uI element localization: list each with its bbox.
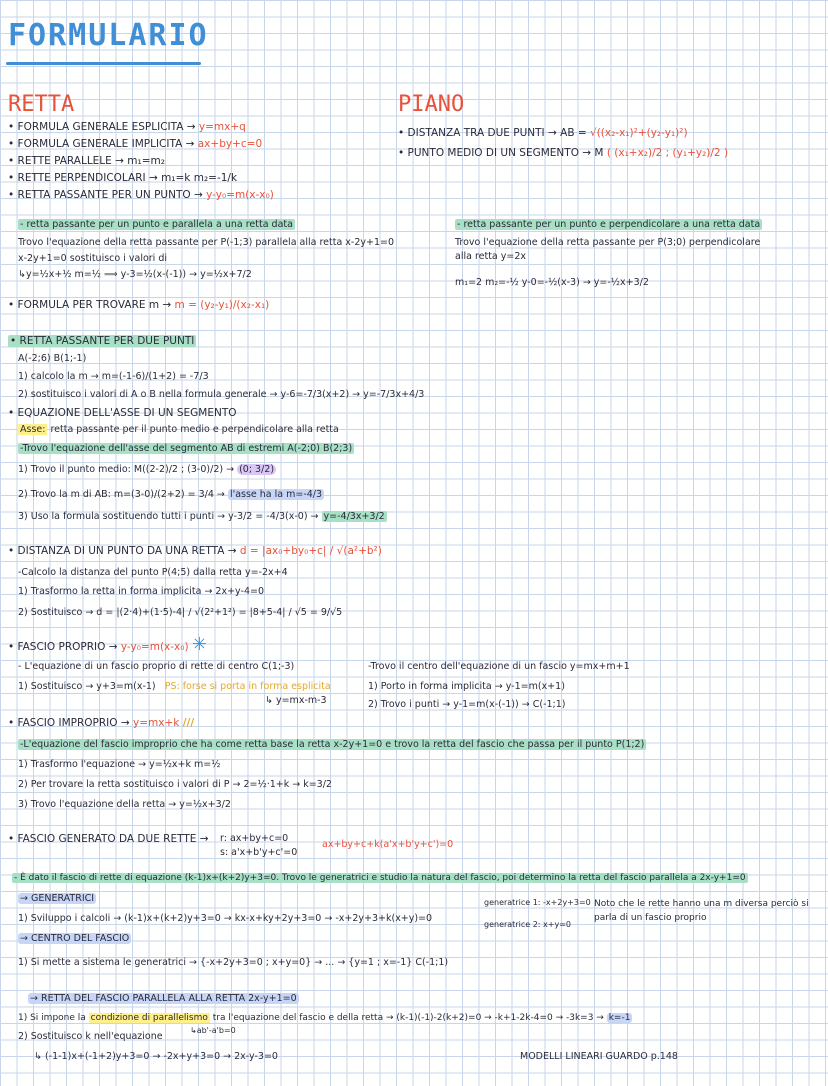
fascio-generato-heading: • FASCIO GENERATO DA DUE RETTE → bbox=[8, 833, 209, 845]
asse-definition: Asse: retta passante per il punto medio e perpendicolare alla retta bbox=[20, 424, 339, 435]
fascio-proprio-example-2: -Trovo il centro dell'equazione di un fascio y=mx+m+1 bbox=[368, 661, 630, 672]
retta-example-title: - retta passante per un punto e parallela a una retta data bbox=[20, 219, 293, 230]
asse-step-2: 2) Trovo la m di AB: m=(3-0)/(2+2) = 3/4 → l'asse ha la m=-4/3 bbox=[18, 489, 323, 500]
piano-line-1: • DISTANZA TRA DUE PUNTI → AB = √((x₂-x₁)²+(y₂-y₁)²) bbox=[398, 127, 688, 139]
retta-line-6: • FORMULA PER TROVARE m → m = (y₂-y₁)/(x₂-x₁) bbox=[8, 299, 270, 311]
asse-step-3: 3) Uso la formula sostituendo tutti i punti → y-3/2 = -4/3(x-0) → y=-4/3x+3/2 bbox=[18, 511, 385, 522]
fascio-improprio-step-2: 2) Per trovare la retta sostituisco i valori di P → 2=½·1+k → k=3/2 bbox=[18, 779, 332, 790]
parallela-step-3: ↳ (-1-1)x+(-1+2)y+3=0 → -2x+y+3=0 → 2x-y-3=0 bbox=[34, 1051, 278, 1062]
retta-example-b: x-2y+1=0 sostituisco i valori di bbox=[18, 253, 167, 264]
title-underline bbox=[6, 62, 201, 65]
due-punti-heading: • RETTA PASSANTE PER DUE PUNTI bbox=[10, 335, 195, 347]
retta-example-a: Trovo l'equazione della retta passante per P(-1;3) parallela alla retta x-2y+1=0 bbox=[18, 237, 395, 248]
parallel-lines-icon: /// bbox=[182, 717, 195, 729]
due-punti-step-1: 1) calcolo la m → m=(-1-6)/(1+2) = -7/3 bbox=[18, 371, 209, 382]
fascio-proprio-step-2a: 1) Porto in forma implicita → y-1=m(x+1) bbox=[368, 681, 565, 692]
generatrici-note-2: parla di un fascio proprio bbox=[594, 913, 707, 923]
piano-heading: PIANO bbox=[398, 92, 465, 117]
fascio-improprio-step-3: 3) Trovo l'equazione della retta → y=½x+3/2 bbox=[18, 799, 231, 810]
retta-example-c: ↳y=½x+½ m=½ ⟹ y-3=½(x-(-1)) → y=½x+7/2 bbox=[18, 269, 252, 280]
fascio-proprio-example-1: - L'equazione di un fascio proprio di rette di centro C(1;-3) bbox=[18, 661, 295, 672]
parallela-step-2: 2) Sostituisco k nell'equazione bbox=[18, 1031, 163, 1042]
fascio-proprio-heading: • FASCIO PROPRIO → y-y₀=m(x-x₀) ✳ bbox=[8, 634, 207, 655]
retta-line-4: • RETTE PERPENDICOLARI → m₁=k m₂=-1/k bbox=[8, 172, 238, 184]
esercizio-intro: - È dato il fascio di rette di equazione (k-1)x+(k+2)y+3=0. Trovo le generatrici e studio la natura del fascio, poi determino la retta del fascio parallela a 2x-y+1=0 bbox=[14, 873, 746, 883]
piano-example-c: m₁=2 m₂=-½ y-0=-½(x-3) → y=-½x+3/2 bbox=[455, 277, 649, 288]
distanza-step-1: 1) Trasformo la retta in forma implicita → 2x+y-4=0 bbox=[18, 586, 264, 597]
star-icon: ✳ bbox=[191, 634, 207, 655]
fascio-proprio-step-1: 1) Sostituisco → y+3=m(x-1) PS: forse si porta in forma esplicita bbox=[18, 681, 331, 692]
centro-step: 1) Si mette a sistema le generatrici → {-x+2y+3=0 ; x+y=0} → ... → {y=1 ; x=-1} C(-1;1) bbox=[18, 957, 449, 968]
retta-heading: RETTA bbox=[8, 92, 75, 117]
generatrice-2: generatrice 2: x+y=0 bbox=[484, 920, 571, 929]
parallela-heading: → RETTA DEL FASCIO PARALLELA ALLA RETTA 2x-y+1=0 bbox=[30, 993, 297, 1004]
distanza-step-2: 2) Sostituisco → d = |(2·4)+(1·5)-4| / √(2²+1²) = |8+5-4| / √5 = 9/√5 bbox=[18, 607, 343, 618]
due-punti-step-2: 2) sostituisco i valori di A o B nella formula generale → y-6=-7/3(x+2) → y=-7/3x+4/3 bbox=[18, 389, 425, 400]
book-reference: MODELLI LINEARI GUARDO p.148 bbox=[520, 1051, 678, 1062]
fascio-proprio-step-2b: 2) Trovo i punti → y-1=m(x-(-1)) → C(-1;1) bbox=[368, 699, 566, 710]
piano-line-2: • PUNTO MEDIO DI UN SEGMENTO → M ( (x₁+x₂)/2 ; (y₁+y₂)/2 ) bbox=[398, 147, 729, 159]
asse-step-1: 1) Trovo il punto medio: M((2-2)/2 ; (3-0)/2) → (0; 3/2) bbox=[18, 464, 275, 475]
fascio-improprio-step-1: 1) Trasformo l'equazione → y=½x+k m=½ bbox=[18, 759, 221, 770]
fascio-improprio-heading: • FASCIO IMPROPRIO → y=mx+k /// bbox=[8, 717, 195, 729]
asse-heading: • EQUAZIONE DELL'ASSE DI UN SEGMENTO bbox=[8, 407, 237, 419]
asse-example: -Trovo l'equazione dell'asse del segmento AB di estremi A(-2;0) B(2;3) bbox=[20, 443, 353, 454]
piano-example-title: - retta passante per un punto e perpendicolare a una retta data bbox=[457, 219, 761, 230]
retta-line-2: • FORMULA GENERALE IMPLICITA → ax+by+c=0 bbox=[8, 138, 263, 150]
generatrici-step: 1) Sviluppo i calcoli → (k-1)x+(k+2)y+3=0 → kx-x+ky+2y+3=0 → -x+2y+3+k(x+y)=0 bbox=[18, 913, 433, 924]
generatrice-1: generatrice 1: -x+2y+3=0 bbox=[484, 898, 591, 907]
piano-example-a: Trovo l'equazione della retta passante per P(3;0) perpendicolare bbox=[455, 237, 761, 248]
parallela-condition: ↳ab'-a'b=0 bbox=[190, 1026, 236, 1035]
fascio-generato-r: r: ax+by+c=0 bbox=[220, 833, 289, 844]
retta-line-1: • FORMULA GENERALE ESPLICITA → y=mx+q bbox=[8, 121, 246, 133]
fascio-generato-formula: ax+by+c+k(a'x+b'y+c')=0 bbox=[322, 839, 454, 850]
due-punti-points: A(-2;6) B(1;-1) bbox=[18, 353, 87, 364]
generatrici-heading: → GENERATRICI bbox=[20, 893, 95, 904]
distanza-example: -Calcolo la distanza del punto P(4;5) dalla retta y=-2x+4 bbox=[18, 567, 288, 578]
fascio-improprio-example: -L'equazione del fascio improprio che ha come retta base la retta x-2y+1=0 e trovo la retta del fascio che passa per il punto P(1;2) bbox=[20, 739, 645, 750]
parallela-step-1: 1) Si impone la condizione di parallelismo tra l'equazione del fascio e della retta → (k-1)(-1)-2(k+2)=0 → -k+1-2k-4=0 → -3k=3 → k=-1 bbox=[18, 1013, 631, 1023]
piano-example-b: alla retta y=2x bbox=[455, 251, 527, 262]
retta-line-3: • RETTE PARALLELE → m₁=m₂ bbox=[8, 155, 165, 167]
centro-heading: → CENTRO DEL FASCIO bbox=[20, 933, 130, 944]
page-title: FORMULARIO bbox=[8, 18, 209, 53]
retta-line-5: • RETTA PASSANTE PER UN PUNTO → y-y₀=m(x-x₀) bbox=[8, 189, 274, 201]
distanza-heading: • DISTANZA DI UN PUNTO DA UNA RETTA → d = |ax₀+by₀+c| / √(a²+b²) bbox=[8, 545, 382, 557]
generatrici-note-1: Noto che le rette hanno una m diversa perciò si bbox=[594, 899, 809, 909]
fascio-proprio-ps-2: ↳ y=mx-m-3 bbox=[265, 695, 327, 706]
fascio-generato-s: s: a'x+b'y+c'=0 bbox=[220, 847, 298, 858]
